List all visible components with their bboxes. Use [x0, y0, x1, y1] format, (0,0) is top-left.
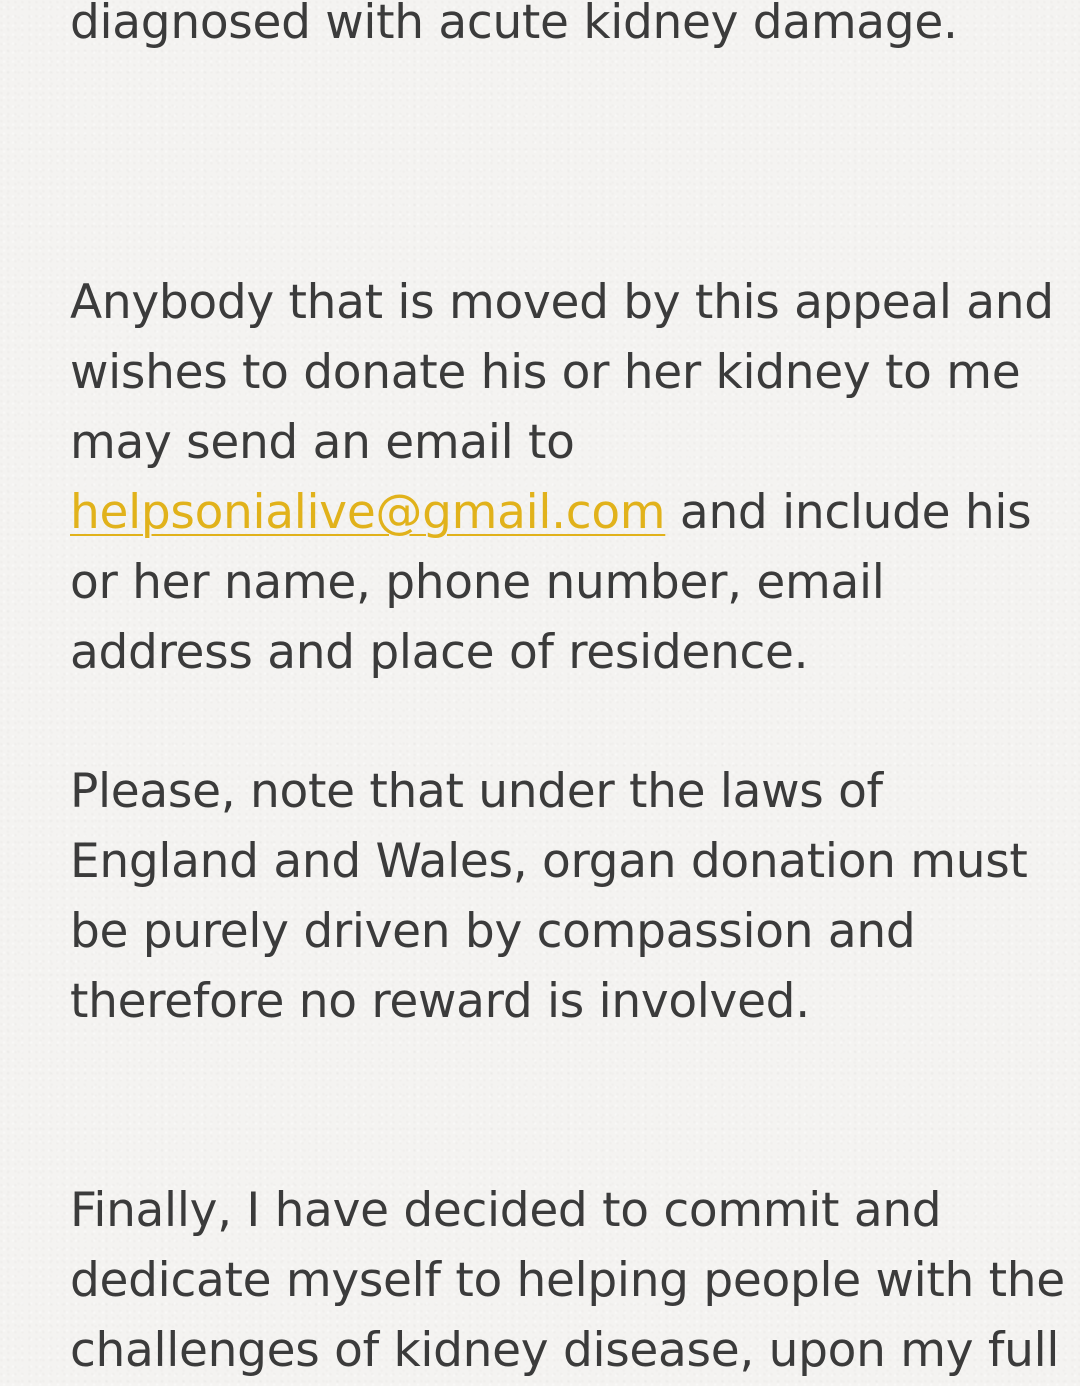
text-line: challenges of kidney disease, upon my full [70, 1323, 1060, 1378]
text-line: or her name, phone number, email [70, 555, 885, 610]
text-line: dedicate myself to helping people with the [70, 1253, 1065, 1308]
text-line: Finally, I have decided to commit and [70, 1183, 942, 1238]
text-line: England and Wales, organ donation must [70, 834, 1028, 889]
text-line: address and place of residence. [70, 625, 809, 680]
text-line: Anybody that is moved by this appeal and [70, 275, 1054, 330]
text-line: Please, note that under the laws of [70, 764, 883, 819]
text-line: may send an email to [70, 415, 575, 470]
text-line: therefore no reward is involved. [70, 974, 810, 1029]
text-fragment: and include his [665, 485, 1032, 540]
text-line-with-email [70, 478, 1031, 548]
text-line: wishes to donate his or her kidney to me [70, 345, 1021, 400]
text-line: be purely driven by compassion and [70, 904, 916, 959]
text-line: diagnosed with acute kidney damage. [70, 0, 958, 50]
email-link[interactable]: helpsonialive@gmail.com [70, 485, 666, 540]
